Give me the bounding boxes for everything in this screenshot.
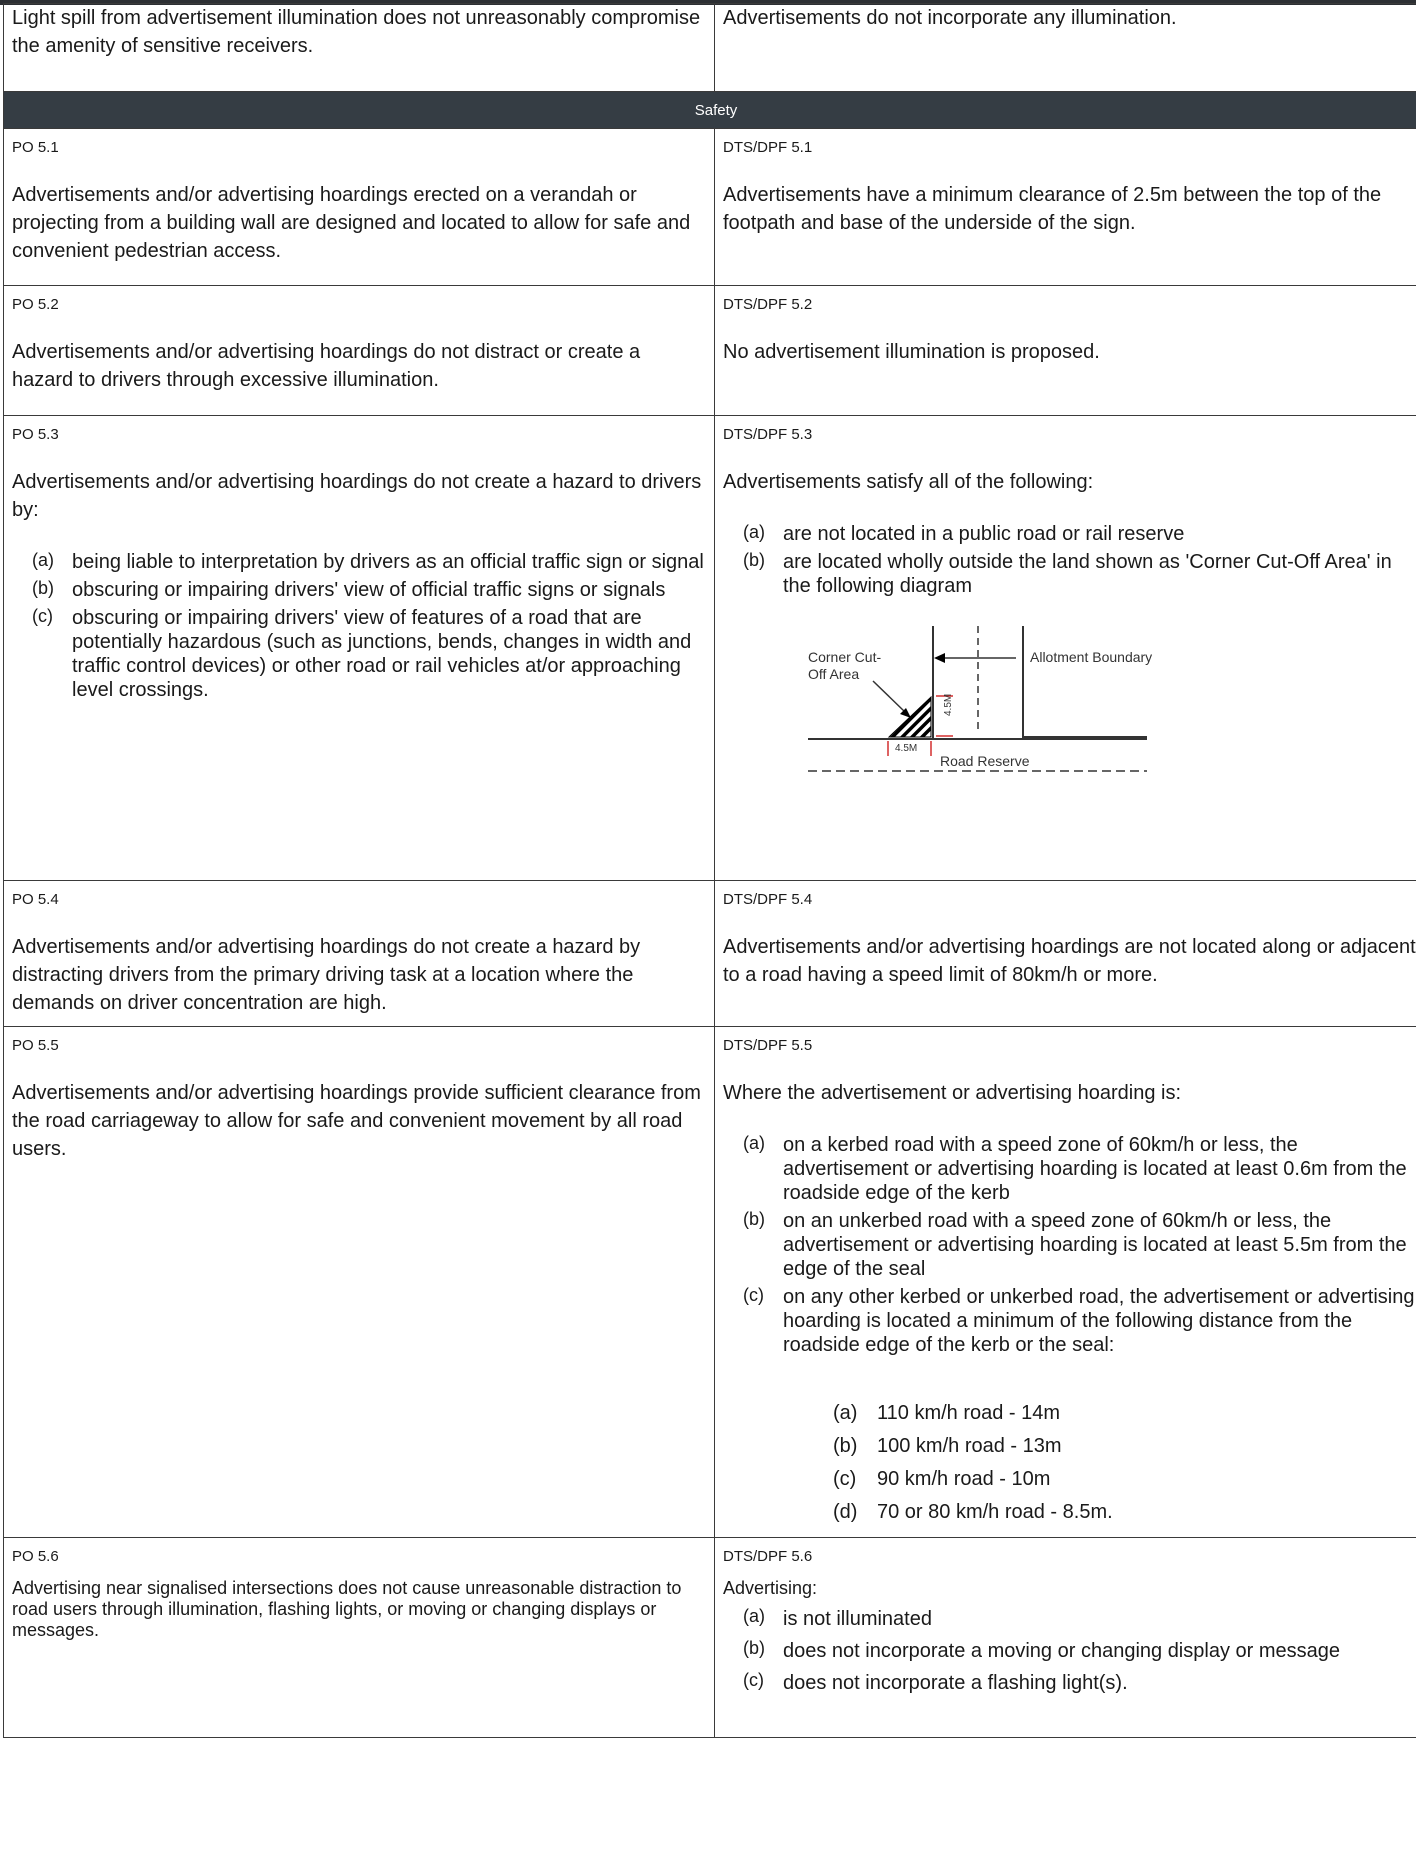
- item-label: (a): [743, 1606, 765, 1626]
- item-label: (c): [743, 1670, 764, 1690]
- intro-dts-text: Advertisements do not incorporate any illumination.: [723, 7, 1177, 29]
- item-text: does not incorporate a moving or changing display or message: [783, 1640, 1340, 1662]
- dts-cell: [715, 881, 1416, 1027]
- intro-po-text: Light spill from advertisement illumination does not unreasonably compromise the amenity of sensitive receivers.: [12, 7, 701, 57]
- subitem-text: 70 or 80 km/h road - 8.5m.: [877, 1501, 1113, 1523]
- dts-text: Advertisements and/or advertising hoardings are not located along or adjacent to a road having a speed limit of 80km/h or more.: [723, 936, 1416, 986]
- list-item: [723, 1603, 1416, 1635]
- po-text: Advertisements and/or advertising hoardings erected on a verandah or projecting from a building wall are designed and located to allow for safe and convenient pedestrian access.: [12, 184, 691, 262]
- list-item: [833, 1496, 1416, 1529]
- dts-cell: [715, 286, 1416, 416]
- table-row: [4, 881, 1416, 1027]
- subitem-label: (a): [833, 1402, 858, 1424]
- item-text: on a kerbed road with a speed zone of 60km/h or less, the advertisement or advertising hoarding is located at least 0.6m from the roadside edge of the kerb: [783, 1134, 1407, 1204]
- list-item: [12, 606, 706, 702]
- dts-cell: [715, 416, 1416, 881]
- table-row: [4, 1538, 1416, 1738]
- table-row: [4, 286, 1416, 416]
- dts-code: DTS/DPF 5.2: [723, 296, 813, 313]
- subitem-label: (c): [833, 1468, 857, 1490]
- item-text: obscuring or impairing drivers' view of features of a road that are potentially hazardous (such as junctions, bends, changes in width and traffic control devices) or other road or rail vehicles at/or approaching level crossings.: [72, 607, 692, 701]
- item-text: on any other kerbed or unkerbed road, the advertisement or advertising hoarding is located a minimum of the following distance from the roadside edge of the kerb or the seal:: [783, 1286, 1415, 1356]
- item-label: (b): [743, 550, 765, 570]
- po-text: Advertisements and/or advertising hoardings do not create a hazard to drivers by:: [12, 471, 702, 521]
- corner-label-line2: Off Area: [808, 666, 860, 682]
- item-label: (a): [743, 522, 765, 542]
- dts-cell: [715, 129, 1416, 286]
- item-text: obscuring or impairing drivers' view of official traffic signs or signals: [72, 579, 666, 601]
- section-header-row: [4, 92, 1416, 129]
- item-text: on an unkerbed road with a speed zone of 60km/h or less, the advertisement or advertising hoarding is located at least 5.5m from the edge of the seal: [783, 1210, 1407, 1280]
- table-row: [4, 4, 1416, 92]
- item-label: (c): [743, 1285, 764, 1305]
- item-text: being liable to interpretation by drivers as an official traffic sign or signal: [72, 551, 704, 573]
- dts-subitem-list: [833, 1397, 1416, 1529]
- policy-table: [3, 3, 1416, 1738]
- dts-item-list: [723, 1133, 1416, 1357]
- subitem-label: (b): [833, 1435, 858, 1457]
- list-item: [723, 550, 1416, 598]
- item-text: is not illuminated: [783, 1608, 932, 1630]
- road-reserve-label: Road Reserve: [940, 753, 1030, 769]
- table-row: [4, 129, 1416, 286]
- list-item: [833, 1463, 1416, 1496]
- item-label: (b): [743, 1209, 765, 1229]
- dim-vertical-label: 4.5M: [943, 693, 954, 716]
- dts-text: Advertisements have a minimum clearance of 2.5m between the top of the footpath and base of the underside of the sign.: [723, 184, 1382, 234]
- list-item: [833, 1397, 1416, 1430]
- po-code: PO 5.5: [12, 1037, 59, 1054]
- dts-cell: [715, 1538, 1416, 1738]
- list-item: [723, 1635, 1416, 1667]
- item-label: (b): [32, 578, 54, 598]
- list-item: [12, 578, 706, 602]
- po-cell: [4, 416, 715, 881]
- dts-text: No advertisement illumination is proposed.: [723, 341, 1100, 363]
- subitem-text: 100 km/h road - 13m: [877, 1435, 1062, 1457]
- item-text: does not incorporate a flashing light(s).: [783, 1672, 1128, 1694]
- dim-horizontal-label: 4.5M: [895, 743, 918, 754]
- po-cell: [4, 1538, 715, 1738]
- po-text: Advertising near signalised intersections does not cause unreasonable distraction to road users through illumination, flashing lights, or moving or changing displays or messages.: [12, 1578, 682, 1640]
- subitem-text: 90 km/h road - 10m: [877, 1468, 1051, 1490]
- po-cell: [4, 286, 715, 416]
- list-item: [723, 1667, 1416, 1699]
- item-text: are not located in a public road or rail reserve: [783, 523, 1185, 545]
- table-row: [4, 1027, 1416, 1538]
- dts-code: DTS/DPF 5.5: [723, 1037, 813, 1054]
- list-item: [723, 1285, 1416, 1357]
- item-text: are located wholly outside the land shown as 'Corner Cut-Off Area' in the following diagram: [783, 551, 1392, 597]
- subitem-label: (d): [833, 1501, 858, 1523]
- po-code: PO 5.2: [12, 296, 59, 313]
- dts-code: DTS/DPF 5.1: [723, 139, 813, 156]
- po-text: Advertisements and/or advertising hoardings provide sufficient clearance from the road carriageway to allow for safe and convenient movement by all road users.: [12, 1082, 701, 1160]
- po-cell: [4, 129, 715, 286]
- po-text: Advertisements and/or advertising hoardings do not create a hazard by distracting drivers from the primary driving task at a location where the demands on driver concentration are high.: [12, 936, 641, 1014]
- po-code: PO 5.6: [12, 1548, 59, 1565]
- item-label: (b): [743, 1638, 765, 1658]
- list-item: [833, 1430, 1416, 1463]
- dts-text: Advertising:: [723, 1578, 818, 1598]
- dts-item-list: [723, 1603, 1416, 1699]
- po-code: PO 5.3: [12, 426, 59, 443]
- dts-code: DTS/DPF 5.3: [723, 426, 813, 443]
- dts-cell: [715, 1027, 1416, 1538]
- po-item-list: [12, 550, 706, 702]
- po-text: Advertisements and/or advertising hoardings do not distract or create a hazard to drivers through excessive illumination.: [12, 341, 641, 391]
- list-item: [723, 522, 1416, 546]
- boundary-label: Allotment Boundary: [1030, 649, 1153, 665]
- intro-dts-cell: [715, 4, 1416, 92]
- po-code: PO 5.4: [12, 891, 59, 908]
- list-item: [12, 550, 706, 574]
- corner-cut-off-diagram: [803, 616, 1416, 796]
- corner-label-line1: Corner Cut-: [808, 649, 882, 665]
- intro-po-cell: [4, 4, 715, 92]
- dts-text: Advertisements satisfy all of the following:: [723, 471, 1094, 493]
- dts-code: DTS/DPF 5.6: [723, 1548, 813, 1565]
- table-row: [4, 416, 1416, 881]
- item-label: (a): [743, 1133, 765, 1153]
- subitem-text: 110 km/h road - 14m: [877, 1402, 1061, 1424]
- list-item: [723, 1133, 1416, 1205]
- po-cell: [4, 881, 715, 1027]
- po-cell: [4, 1027, 715, 1538]
- dts-item-list: [723, 522, 1416, 598]
- po-code: PO 5.1: [12, 139, 59, 156]
- item-label: (c): [32, 606, 53, 626]
- dts-text: Where the advertisement or advertising hoarding is:: [723, 1082, 1182, 1104]
- section-title: Safety: [4, 92, 1416, 129]
- list-item: [723, 1209, 1416, 1281]
- item-label: (a): [32, 550, 54, 570]
- dts-code: DTS/DPF 5.4: [723, 891, 813, 908]
